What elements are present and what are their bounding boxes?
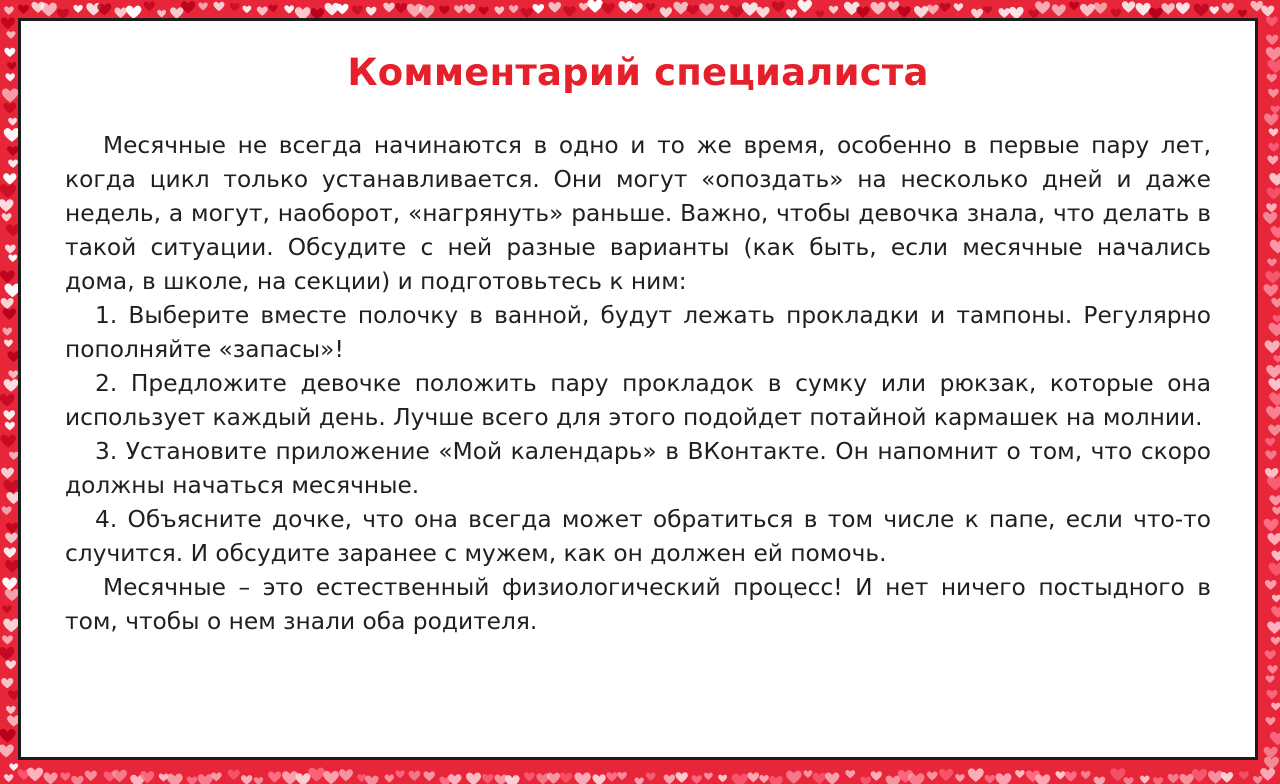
closing-paragraph: Месячные – это естественный физиологический процесс! И нет ничего постыдного в том, чтобы о нем знали оба родителя.	[65, 574, 1211, 635]
list-item: 2. Предложите девочке положить пару прокладок в сумку или рюкзак, которые она использует каждый день. Лучше всего для этого подойдет потайной кармашек на молнии.	[65, 370, 1211, 431]
page-title: Комментарий специалиста	[347, 51, 929, 94]
list-item: 3. Установите приложение «Мой календарь» в ВКонтакте. Он напомнит о том, что скоро должны начаться месячные.	[65, 438, 1211, 499]
comment-body	[65, 129, 1211, 639]
list-item: 4. Объясните дочке, что она всегда может обратиться в том числе к папе, если что-то случится. И обсудите заранее с мужем, как он должен ей помочь.	[65, 506, 1211, 567]
intro-paragraph: Месячные не всегда начинаются в одно и то же время, особенно в первые пару лет, когда цикл только устанавливается. Они могут «опоздать» на несколько дней и даже недель, а могут, наоборот, «нагрянуть» раньше. Важно, чтобы девочка знала, что делать в такой ситуации. Обсудите с ней разные варианты (как быть, если месячные начались дома, в школе, на секции) и подготовьтесь к ним:	[65, 132, 1211, 295]
expert-comment-card	[18, 18, 1258, 760]
list-item: 1. Выберите вместе полочку в ванной, будут лежать прокладки и тампоны. Регулярно пополняйте «запасы»!	[65, 302, 1211, 363]
